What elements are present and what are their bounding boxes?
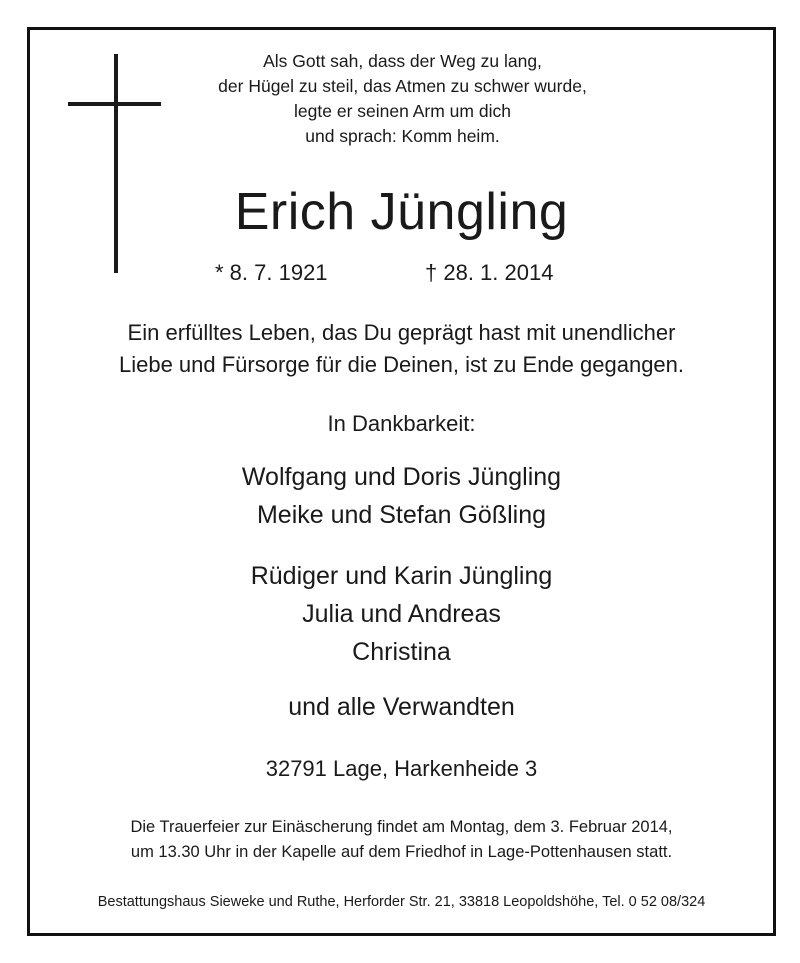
family-group-1 [30,458,773,534]
family-member: Rüdiger und Karin Jüngling [250,562,553,590]
thanks-label: In Dankbarkeit: [327,411,476,436]
poem-line: der Hügel zu steil, das Atmen zu schwer wurde, [218,76,587,96]
family-member: Wolfgang und Doris Jüngling [241,463,562,491]
death-date: † 28. 1. 2014 [425,260,554,285]
family-group-2 [30,557,773,671]
deceased-name: Erich Jüngling [234,183,569,241]
birth-date: * 8. 7. 1921 [215,260,328,285]
poem-line: Als Gott sah, dass der Weg zu lang, [263,51,542,71]
undertaker-info: Bestattungshaus Sieweke und Ruthe, Herforder Str. 21, 33818 Leopoldshöhe, Tel. 0 52 08/324 [97,894,706,910]
tribute-text [30,317,773,381]
poem-line: legte er seinen Arm um dich [294,101,511,121]
obituary-frame [27,27,776,936]
notice-line: Die Trauerfeier zur Einäscherung findet am Montag, dem 3. Februar 2014, [130,818,673,836]
family-member: Meike und Stefan Gößling [256,501,547,529]
notice-line: um 13.30 Uhr in der Kapelle auf dem Friedhof in Lage-Pottenhausen statt. [130,843,673,861]
poem [150,49,655,149]
poem-line: und sprach: Komm heim. [305,126,500,146]
tribute-line: Liebe und Fürsorge für die Deinen, ist zu Ende gegangen. [118,352,685,377]
cross-icon-bar [68,102,161,106]
relatives-line: und alle Verwandten [288,693,515,721]
family-member: Julia und Andreas [302,600,501,628]
tribute-line: Ein erfülltes Leben, das Du geprägt hast mit unendlicher [127,320,676,345]
family-member: Christina [352,638,451,666]
funeral-notice [30,815,773,865]
address: 32791 Lage, Harkenheide 3 [265,756,538,781]
